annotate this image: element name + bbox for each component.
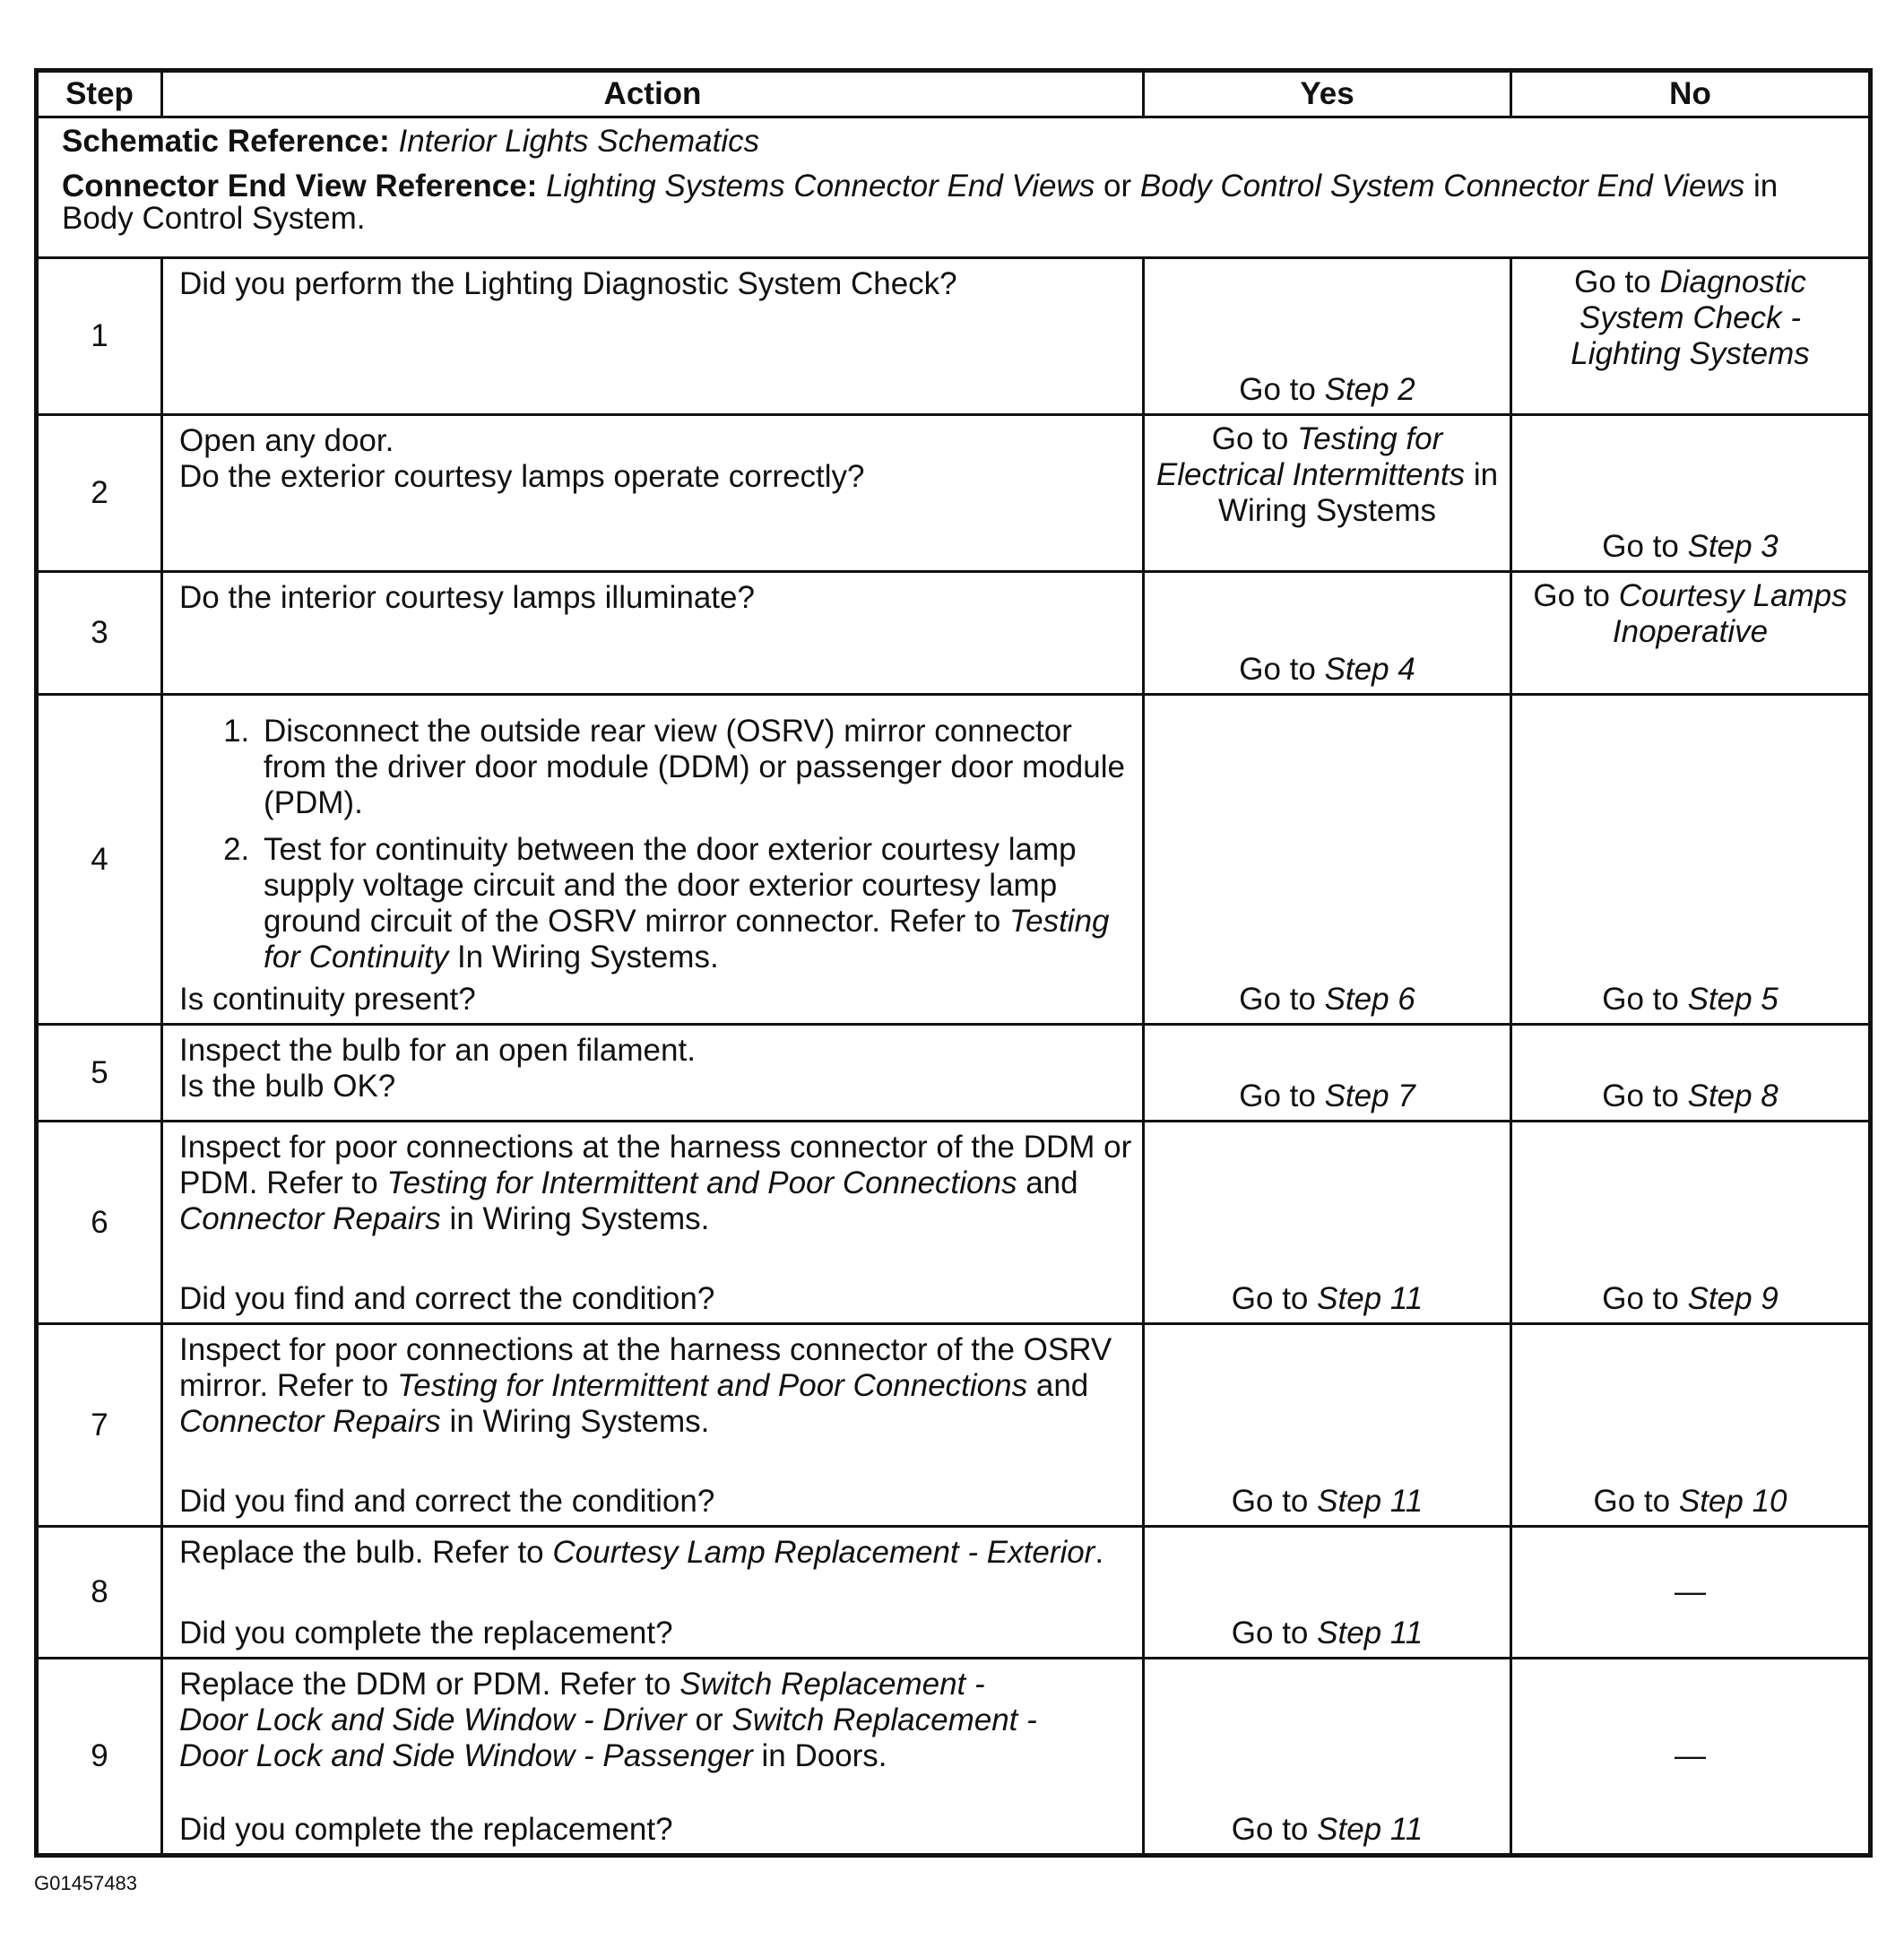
action-cell xyxy=(162,1527,1144,1659)
header-no: No xyxy=(1511,71,1871,117)
action-cell xyxy=(162,1025,1144,1122)
header-step: Step xyxy=(37,71,162,117)
action-question: Is the bulb OK? xyxy=(179,1069,396,1104)
yes-result[interactable]: Go to Step 4 xyxy=(1239,652,1415,687)
action-text: Replace the DDM or PDM. Refer to Switch Replacement - Door Lock and Side Window - Driver or Switch Replacement - Door Lock and Side Window - Passenger in Doors. xyxy=(179,1667,1037,1773)
step-number: 7 xyxy=(37,1324,162,1527)
yes-cell xyxy=(1144,1122,1511,1324)
yes-cell xyxy=(1144,695,1511,1025)
no-result[interactable]: Go to Step 9 xyxy=(1602,1281,1779,1316)
reference-link[interactable]: Testing for Intermittent and Poor Connections xyxy=(397,1368,1028,1403)
no-cell xyxy=(1511,258,1871,415)
connector-reference-suffix: in Body Control System. xyxy=(62,169,1779,236)
yes-result[interactable]: Go to Step 6 xyxy=(1239,982,1415,1017)
no-cell xyxy=(1511,1527,1871,1659)
no-cell xyxy=(1511,1122,1871,1324)
connector-reference-or: or xyxy=(1103,169,1132,204)
step-number: 6 xyxy=(37,1122,162,1324)
table-row xyxy=(37,1324,1871,1527)
table-row xyxy=(37,1025,1871,1122)
yes-cell xyxy=(1144,1324,1511,1527)
header-yes: Yes xyxy=(1144,71,1511,117)
reference-link[interactable]: Connector Repairs xyxy=(179,1201,441,1236)
action-question: Do the exterior courtesy lamps operate correctly? xyxy=(179,459,865,494)
reference-link[interactable]: Courtesy Lamp Replacement - Exterior xyxy=(552,1535,1095,1570)
table-row xyxy=(37,572,1871,695)
schematic-reference-label: Schematic Reference: xyxy=(62,124,390,159)
yes-result[interactable]: Go to Step 7 xyxy=(1239,1079,1415,1113)
action-question: Did you complete the replacement? xyxy=(179,1812,673,1847)
no-result[interactable]: Go to Step 5 xyxy=(1602,982,1779,1017)
action-cell xyxy=(162,258,1144,415)
action-question: Did you find and correct the condition? xyxy=(179,1484,715,1519)
action-text: Did you perform the Lighting Diagnostic System Check? xyxy=(179,266,957,301)
header-row xyxy=(37,71,1871,117)
step-number: 1 xyxy=(37,258,162,415)
yes-result[interactable]: Go to Step 2 xyxy=(1239,372,1415,407)
no-result[interactable]: Go to Diagnostic System Check - Lighting Systems xyxy=(1571,264,1810,371)
action-text: Inspect the bulb for an open filament. xyxy=(179,1033,696,1068)
connector-reference xyxy=(62,170,1852,235)
connector-reference-link-2[interactable]: Body Control System Connector End Views xyxy=(1139,169,1745,204)
schematic-reference-link[interactable]: Interior Lights Schematics xyxy=(398,124,760,159)
list-item: 1. Disconnect the outside rear view (OSRV) mirror connector from the driver door module (DDM) or passenger door module (PDM). xyxy=(258,714,1135,821)
yes-result[interactable]: Go to Step 11 xyxy=(1231,1616,1424,1650)
schematic-reference xyxy=(62,126,1852,158)
yes-result[interactable]: Go to Step 11 xyxy=(1231,1484,1424,1519)
action-cell xyxy=(162,572,1144,695)
action-text: Open any door. xyxy=(179,423,394,458)
no-result[interactable]: Go to Courtesy Lamps Inoperative xyxy=(1533,578,1848,649)
yes-cell xyxy=(1144,258,1511,415)
no-result[interactable]: Go to Step 8 xyxy=(1602,1079,1779,1113)
action-question: Did you complete the replacement? xyxy=(179,1616,673,1650)
reference-link[interactable]: Testing for Intermittent and Poor Connections xyxy=(386,1165,1017,1200)
yes-cell xyxy=(1144,1025,1511,1122)
references-cell xyxy=(37,117,1871,258)
action-question: Is continuity present? xyxy=(179,982,476,1017)
reference-link[interactable]: Connector Repairs xyxy=(179,1404,441,1439)
figure-id: G01457483 xyxy=(34,1872,137,1894)
no-cell xyxy=(1511,1025,1871,1122)
no-cell xyxy=(1511,415,1871,572)
table-row xyxy=(37,695,1871,1025)
yes-result[interactable]: Go to Testing for Electrical Intermittents in Wiring Systems xyxy=(1155,421,1499,528)
reference-link[interactable]: Switch Replacement - Door Lock and Side Window - Driver xyxy=(179,1667,985,1737)
action-text: Inspect for poor connections at the harness connector of the DDM or PDM. Refer to Testing for Intermittent and Poor Connections and Connector Repairs in Wiring Systems. xyxy=(179,1130,1132,1236)
action-question: Did you find and correct the condition? xyxy=(179,1281,715,1316)
table-row xyxy=(37,415,1871,572)
no-cell xyxy=(1511,572,1871,695)
action-steps-list xyxy=(179,714,1135,975)
yes-cell xyxy=(1144,415,1511,572)
references-row xyxy=(37,117,1871,258)
action-text: Inspect for poor connections at the harness connector of the OSRV mirror. Refer to Testing for Intermittent and Poor Connections and Connector Repairs in Wiring Systems. xyxy=(179,1332,1112,1439)
no-result-dash: — xyxy=(1675,1574,1706,1609)
yes-cell xyxy=(1144,1527,1511,1659)
reference-link[interactable]: Testing for Continuity xyxy=(264,904,1110,975)
no-cell xyxy=(1511,1324,1871,1527)
action-cell xyxy=(162,695,1144,1025)
connector-reference-link-1[interactable]: Lighting Systems Connector End Views xyxy=(546,169,1095,204)
table-row xyxy=(37,1122,1871,1324)
action-cell xyxy=(162,1324,1144,1527)
no-result[interactable]: Go to Step 10 xyxy=(1593,1484,1787,1519)
header-action: Action xyxy=(162,71,1144,117)
step-number: 4 xyxy=(37,695,162,1025)
action-text: Replace the bulb. Refer to Courtesy Lamp Replacement - Exterior. xyxy=(179,1535,1104,1570)
list-item: 2. Test for continuity between the door exterior courtesy lamp supply voltage circuit and the door exterior courtesy lamp ground circuit of the OSRV mirror connector. Refer to Testing for Continuity In Wiring Systems. xyxy=(258,832,1135,975)
action-cell xyxy=(162,1659,1144,1856)
yes-cell xyxy=(1144,1659,1511,1856)
action-cell xyxy=(162,1122,1144,1324)
no-result[interactable]: Go to Step 3 xyxy=(1602,529,1779,564)
step-number: 9 xyxy=(37,1659,162,1856)
no-cell xyxy=(1511,1659,1871,1856)
yes-result[interactable]: Go to Step 11 xyxy=(1231,1812,1424,1847)
step-number: 3 xyxy=(37,572,162,695)
step-number: 2 xyxy=(37,415,162,572)
connector-reference-label: Connector End View Reference: xyxy=(62,169,538,204)
no-result-dash: — xyxy=(1675,1738,1706,1773)
table-row xyxy=(37,258,1871,415)
action-cell xyxy=(162,415,1144,572)
reference-link[interactable]: Switch Replacement - Door Lock and Side Window - Passenger xyxy=(179,1702,1037,1773)
yes-cell xyxy=(1144,572,1511,695)
yes-result[interactable]: Go to Step 11 xyxy=(1231,1281,1424,1316)
diagnostic-table xyxy=(34,68,1873,1858)
table-row xyxy=(37,1659,1871,1856)
step-number: 8 xyxy=(37,1527,162,1659)
step-number: 5 xyxy=(37,1025,162,1122)
table-row xyxy=(37,1527,1871,1659)
no-cell xyxy=(1511,695,1871,1025)
action-text: Do the interior courtesy lamps illuminate? xyxy=(179,580,755,615)
